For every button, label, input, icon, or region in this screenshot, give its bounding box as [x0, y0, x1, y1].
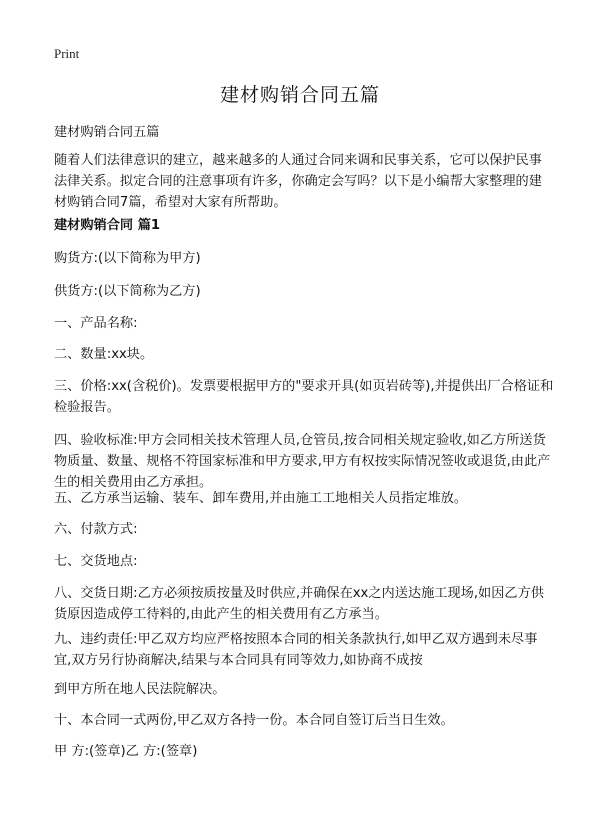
paragraph-court: 到甲方所在地人民法院解决。 [54, 682, 226, 697]
paragraph-quantity: 二、数量:xx块。 [54, 347, 154, 362]
paragraph-delivery-date: 八、交货日期:乙方必须按质按量及时供应,并确保在xx之内送达施工现场,如因乙方供货原因造成停工待料的,由此产生的相关费用有乙方承当。 [54, 586, 544, 622]
paragraph-signatures: 甲 方:(签章)乙 方:(签章) [54, 744, 198, 759]
paragraph-liability: 九、违约责任:甲乙双方均应严格按照本合同的相关条款执行,如甲乙双方遇到未尽事宜,双方另行协商解决,结果与本合同具有同等效力,如协商不成按 [54, 632, 538, 668]
paragraph-payment: 六、付款方式: [54, 522, 138, 537]
document-title: 建材购销合同五篇 [219, 84, 380, 106]
paragraph-price: 三、价格:xx(含税价)。发票要根据甲方的"要求开具(如页岩砖等),并提供出厂合格证和检验报告。 [54, 379, 554, 415]
paragraph-product-name: 一、产品名称: [54, 316, 138, 331]
paragraph-transport: 五、乙方承当运输、装车、卸车费用,并由施工工地相关人员指定堆放。 [54, 491, 468, 506]
paragraph-delivery-place: 七、交货地点: [54, 554, 138, 569]
section-heading: 建材购销合同 篇1 [54, 218, 161, 233]
paragraph-acceptance: 四、验收标准:甲方会同相关技术管理人员,仓管员,按合同相关规定验收,如乙方所送货物质量、数量、规格不符国家标准和甲方要求,甲方有权按实际情况签收或退货,由此产生的相关费用由乙方承担。 [54, 433, 551, 490]
document-subtitle: 建材购销合同五篇 [54, 125, 160, 140]
paragraph-buyer: 购货方:(以下简称为甲方) [54, 251, 201, 266]
intro-paragraph: 随着人们法律意识的建立，越来越多的人通过合同来调和民事关系，它可以保护民事法律关系。拟定合同的注意事项有许多，你确定会写吗？以下是小编帮大家整理的建材购销合同7篇，希望对大家有所帮助。 [54, 153, 542, 210]
paragraph-supplier: 供货方:(以下简称为乙方) [54, 284, 201, 299]
print-label: Print [54, 46, 80, 61]
paragraph-copies: 十、本合同一式两份,甲乙双方各持一份。本合同自签订后当日生效。 [54, 713, 454, 728]
